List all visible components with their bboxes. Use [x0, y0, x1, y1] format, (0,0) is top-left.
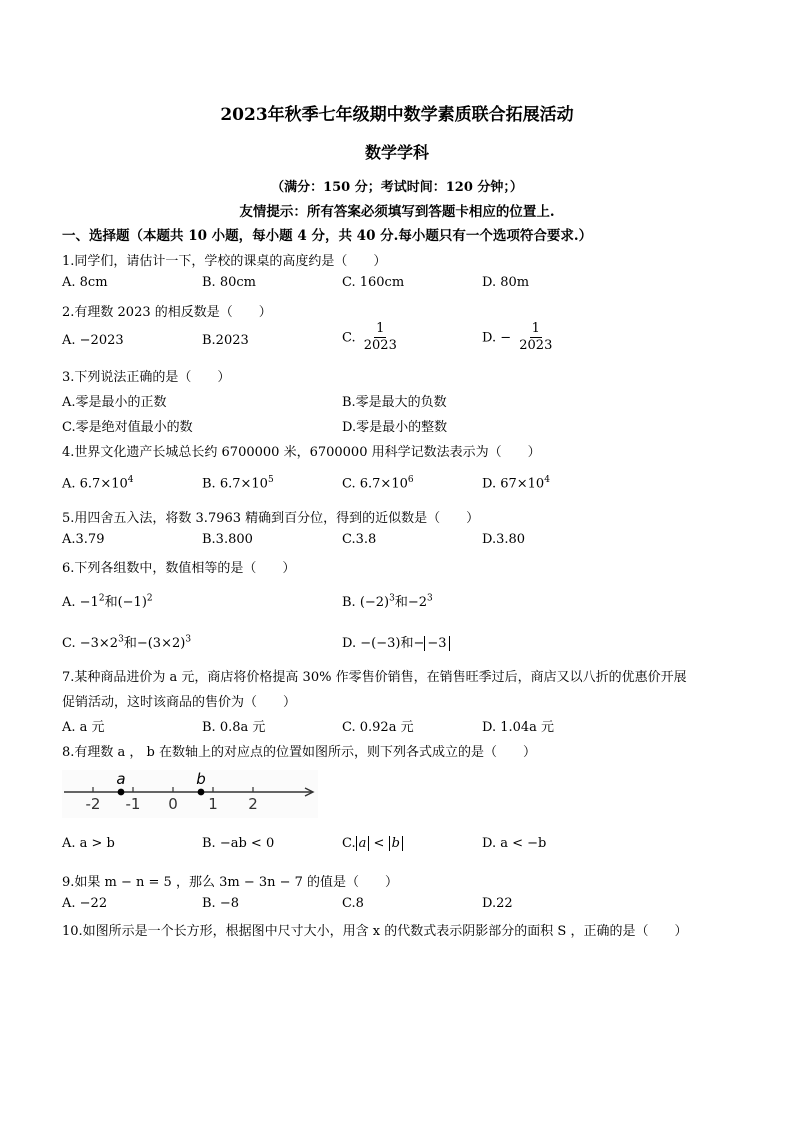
q2-option-c-fraction [362, 322, 399, 354]
q8-option-b: B. −ab < 0 [202, 836, 275, 851]
exam-title: 2023年秋季七年级期中数学素质联合拓展活动 [220, 105, 574, 125]
q8-option-a: A. a > b [62, 836, 115, 851]
q5-option-c: C.3.8 [342, 532, 377, 547]
number-line-tick-label: 2 [248, 795, 258, 813]
q8-c-label: C. [342, 836, 356, 851]
q6-c-term1: C. −3×2 [62, 636, 119, 651]
question-5-stem: 5.用四舍五入法，将数 3.7963 精确到百分位，得到的近似数是（ ） [62, 511, 480, 526]
q2-option-d [482, 322, 554, 354]
q6-a-term1: A. −1 [62, 595, 99, 610]
q7-option-d: D. 1.04a 元 [482, 720, 555, 735]
q4-b-base: B. 6.7×10 [202, 476, 268, 492]
point-a-marker [118, 789, 125, 796]
q8-c-abs-a: a [356, 836, 370, 851]
q5-option-b: B.3.800 [202, 532, 253, 547]
q6-a-term2: (−1) [117, 595, 147, 610]
q9-option-a: A. −22 [62, 896, 108, 911]
point-a-label: a [116, 770, 126, 788]
q6-a-exp1: 2 [98, 593, 105, 604]
q4-a-base: A. 6.7×10 [62, 476, 128, 492]
q6-a-and: 和 [104, 595, 118, 610]
q2-option-c-label: C. [342, 330, 356, 346]
q9-option-d: D.22 [482, 896, 513, 911]
q6-option-d [342, 632, 450, 651]
question-10-stem: 10.如图所示是一个长方形，根据图中尺寸大小，用含 x 的代数式表示阴影部分的面积 S ，正确的是（ ） [62, 924, 688, 939]
q6-option-a [62, 591, 153, 610]
number-line-tick-label: -2 [85, 795, 101, 813]
question-1-stem: 1.同学们，请估计一下，学校的课桌的高度约是（ ） [62, 254, 387, 269]
q2-option-c [342, 322, 399, 354]
q6-d-term1: D. −(−3) [342, 636, 401, 651]
question-7-stem-line2: 促销活动，这时该商品的售价为（ ） [62, 695, 297, 710]
question-6-stem: 6.下列各组数中，数值相等的是（ ） [62, 561, 296, 576]
q8-c-abs-b: b [389, 836, 403, 851]
number-line-figure [62, 770, 318, 818]
question-3-stem: 3.下列说法正确的是（ ） [62, 370, 231, 385]
q6-d-and: 和 [400, 636, 414, 651]
q1-option-d: D. 80m [482, 275, 530, 290]
q4-c-exponent: 6 [407, 475, 414, 485]
q4-option-c [342, 475, 414, 491]
q2-option-b: B.2023 [202, 333, 249, 348]
question-9-stem: 9.如果 m − n = 5 ，那么 3m − 3n − 7 的值是（ ） [62, 875, 399, 890]
q7-option-a: A. a 元 [62, 720, 105, 735]
q6-c-exp1: 3 [118, 634, 124, 645]
q2-option-a: A. −2023 [62, 333, 124, 348]
point-b-marker [198, 789, 205, 796]
question-8-stem: 8.有理数 a ， b 在数轴上的对应点的位置如图所示，则下列各式成立的是（ ） [62, 745, 537, 760]
number-line-tick-label: -1 [125, 795, 141, 813]
number-line-tick-label: 0 [168, 795, 178, 813]
q6-option-c [62, 632, 191, 651]
q6-b-term2: −2 [407, 595, 428, 610]
q5-option-d: D.3.80 [482, 532, 526, 547]
q4-c-base: C. 6.7×10 [342, 476, 408, 492]
q2-d-numerator: 1 [530, 322, 542, 338]
q9-option-b: B. −8 [202, 896, 239, 911]
q2-option-d-fraction [517, 322, 554, 354]
q2-c-numerator: 1 [374, 322, 386, 338]
q1-option-c: C. 160cm [342, 275, 405, 290]
q8-option-c [342, 836, 403, 851]
section-heading: 一、选择题（本题共 10 小题，每小题 4 分，共 40 分.每小题只有一个选项符合要求.） [62, 228, 593, 244]
q4-d-base: D. 67×10 [482, 476, 545, 492]
q2-option-d-label: D. − [482, 330, 512, 346]
subject-title: 数学学科 [364, 143, 429, 162]
q7-option-b: B. 0.8a 元 [202, 720, 266, 735]
q9-option-c: C.8 [342, 896, 364, 911]
number-line-tick-label: 1 [208, 795, 218, 813]
q4-a-exponent: 4 [127, 475, 134, 485]
q6-option-b [342, 591, 433, 610]
q6-b-term1: B. (−2) [342, 595, 390, 610]
q2-d-denominator: 2023 [519, 338, 553, 354]
q6-a-exp2: 2 [146, 593, 153, 604]
q4-d-exponent: 4 [544, 475, 550, 485]
question-2-stem: 2.有理数 2023 的相反数是（ ） [62, 305, 272, 320]
q2-c-denominator: 2023 [363, 338, 397, 354]
q1-option-b: B. 80cm [202, 275, 256, 290]
q6-c-and: 和 [123, 636, 137, 651]
q6-c-term2: −(3×2) [136, 636, 186, 651]
q8-c-less-than: < [369, 836, 389, 851]
q4-b-exponent: 5 [267, 475, 274, 485]
q5-option-a: A.3.79 [62, 532, 105, 547]
q8-option-d: D. a < −b [482, 836, 547, 851]
q1-option-a: A. 8cm [62, 275, 108, 290]
q6-b-exp2: 3 [427, 593, 433, 604]
exam-info: （满分：150 分；考试时间：120 分钟；） [271, 180, 523, 195]
q6-d-term2: − [413, 636, 425, 651]
q4-option-d [482, 475, 550, 491]
q4-option-b [202, 475, 274, 491]
q3-option-a: A.零是最小的正数 [62, 395, 167, 410]
q4-option-a [62, 475, 134, 491]
notice: 友情提示：所有答案必须填写到答题卡相应的位置上. [239, 204, 555, 220]
q6-d-absolute-value: −3 [424, 636, 449, 651]
q3-option-c: C.零是绝对值最小的数 [62, 420, 193, 435]
q3-option-b: B.零是最大的负数 [342, 395, 447, 410]
q6-c-exp2: 3 [185, 634, 192, 645]
point-b-label: b [196, 770, 206, 788]
question-4-stem: 4.世界文化遗产长城总长约 6700000 米，6700000 用科学记数法表示为（ ） [62, 445, 541, 460]
q6-b-exp1: 3 [389, 593, 395, 604]
q3-option-d: D.零是最小的整数 [342, 420, 448, 435]
q6-b-and: 和 [394, 595, 408, 610]
q7-option-c: C. 0.92a 元 [342, 720, 414, 735]
question-7-stem-line1: 7.某种商品进价为 a 元，商店将价格提高 30% 作零售价销售，在销售旺季过后，商店又以八折的优惠价开展 [62, 670, 687, 685]
